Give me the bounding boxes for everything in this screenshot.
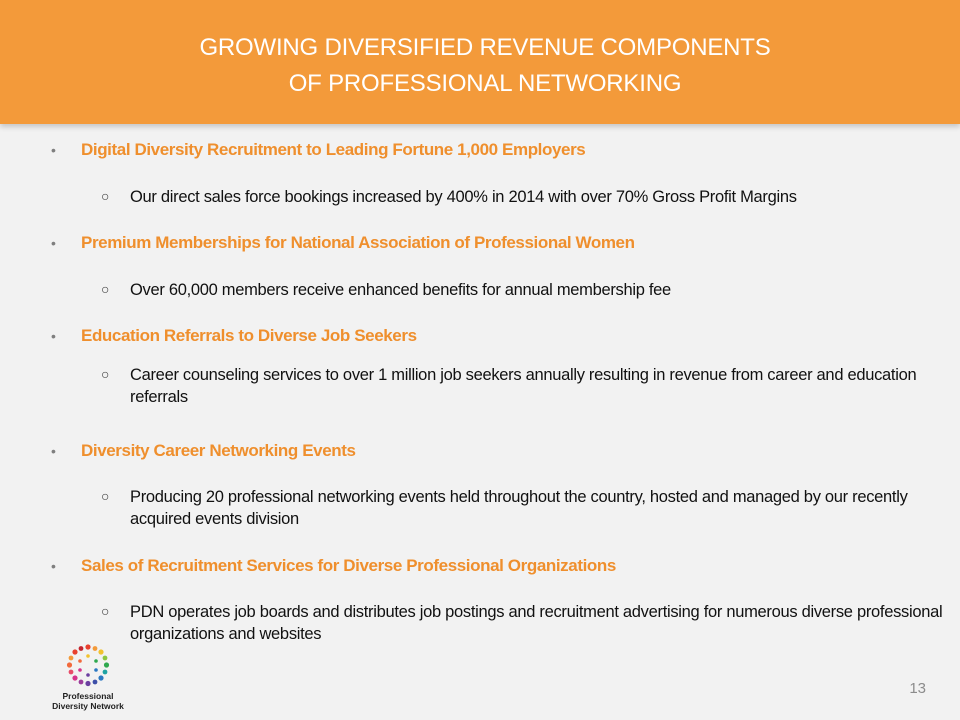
bullet-icon: • xyxy=(51,328,56,344)
list-item-detail: Career counseling services to over 1 million job seekers annually resulting in revenue from career and education referrals xyxy=(130,366,917,406)
dotted-circle-logo-icon xyxy=(62,643,114,691)
list-item-heading: Premium Memberships for National Association of Professional Women xyxy=(81,233,635,252)
list-item-heading: Education Referrals to Diverse Job Seekers xyxy=(81,326,417,345)
sub-bullet-icon: ○ xyxy=(101,281,110,297)
logo-wordmark xyxy=(46,691,130,711)
list-item-detail: Over 60,000 members receive enhanced benefits for annual membership fee xyxy=(130,281,671,299)
list-item-heading: Digital Diversity Recruitment to Leading Fortune 1,000 Employers xyxy=(81,140,586,159)
list-item-detail: Producing 20 professional networking events held throughout the country, hosted and managed by our recently acquired events division xyxy=(130,488,908,528)
list-item-heading: Diversity Career Networking Events xyxy=(81,441,356,460)
list-item-heading: Sales of Recruitment Services for Diverse Professional Organizations xyxy=(81,556,616,575)
list-item-detail: PDN operates job boards and distributes job postings and recruitment advertising for numerous diverse professional organizations and websites xyxy=(130,603,943,643)
slide-title-line-1: GROWING DIVERSIFIED REVENUE COMPONENTS xyxy=(199,34,771,61)
sub-bullet-icon: ○ xyxy=(101,603,110,619)
sub-bullet-icon: ○ xyxy=(101,366,110,382)
company-logo xyxy=(46,643,130,713)
list-item-detail: Our direct sales force bookings increased by 400% in 2014 with over 70% Gross Profit Margins xyxy=(130,188,797,206)
logo-line-2: Diversity Network xyxy=(52,701,124,711)
slide-title-line-2: OF PROFESSIONAL NETWORKING xyxy=(288,70,682,97)
sub-bullet-icon: ○ xyxy=(101,188,110,204)
bullet-icon: • xyxy=(51,443,56,459)
slide-title xyxy=(0,30,960,102)
bullet-list xyxy=(0,124,960,720)
title-banner xyxy=(0,0,960,124)
bullet-icon: • xyxy=(51,142,56,158)
bullet-icon: • xyxy=(51,235,56,251)
logo-line-1: Professional xyxy=(62,691,114,701)
page-number: 13 xyxy=(909,680,926,697)
sub-bullet-icon: ○ xyxy=(101,488,110,504)
bullet-icon: • xyxy=(51,558,56,574)
